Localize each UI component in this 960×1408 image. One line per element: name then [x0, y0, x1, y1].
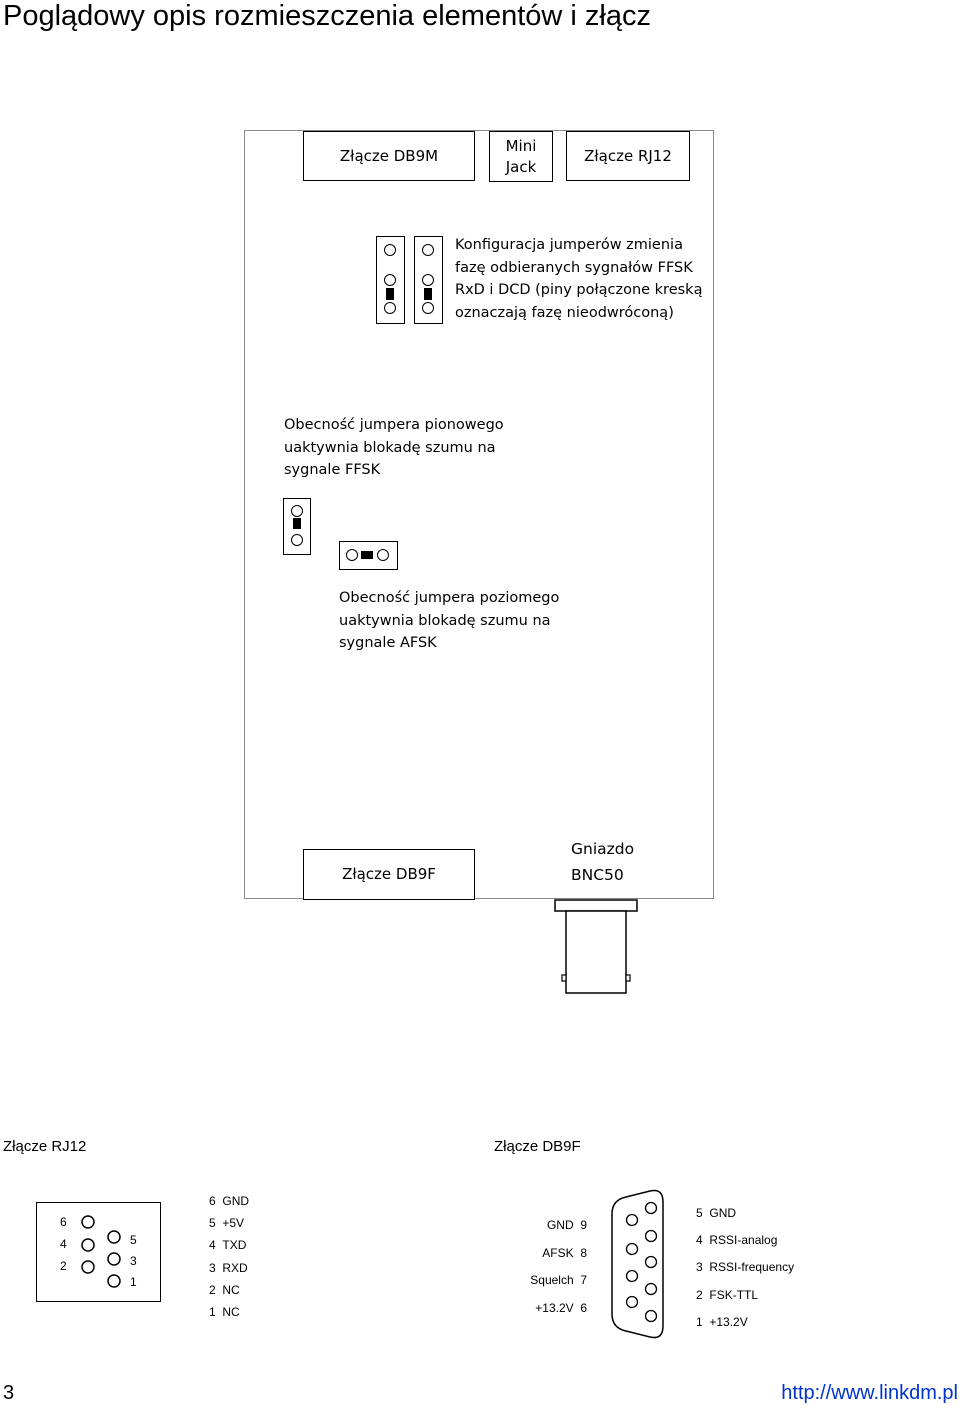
note-line: Obecność jumpera pionowego [284, 417, 504, 433]
db9f-pinout-row [696, 1309, 794, 1336]
pin-number: 9 [580, 1218, 587, 1232]
db9m-connector-label: Złącze DB9M [339, 146, 439, 165]
rj12-connector-label: Złącze RJ12 [584, 146, 672, 165]
db9f-pin-1 [646, 1311, 657, 1322]
pin-signal: +13.2V [709, 1314, 748, 1329]
pin-number: 5 [209, 1216, 216, 1231]
db9f-section-heading: Złącze DB9F [494, 1138, 581, 1155]
pin-number: 6 [209, 1194, 216, 1208]
pin-signal: +13.2V [535, 1300, 574, 1315]
rj12-pin-number: 5 [130, 1233, 137, 1247]
pin-signal: AFSK [542, 1245, 574, 1260]
website-link[interactable]: http://www.linkdm.pl [781, 1382, 958, 1404]
rj12-pin-number: 4 [60, 1237, 67, 1251]
db9f-pin-7 [627, 1271, 638, 1282]
rj12-section-heading: Złącze RJ12 [3, 1138, 87, 1155]
pin-number: 6 [580, 1300, 587, 1315]
pin-signal: NC [222, 1282, 240, 1297]
bnc-label-line2: BNC50 [571, 866, 624, 884]
db9f-pinout-row [696, 1254, 794, 1281]
db9f-pin-6 [627, 1297, 638, 1308]
note-line: sygnale AFSK [339, 635, 437, 651]
note-line: sygnale FFSK [284, 462, 381, 478]
rj12-pin-number: 6 [60, 1215, 67, 1229]
pin-number: 2 [209, 1282, 216, 1297]
pin-signal: NC [222, 1305, 240, 1320]
pin-number: 2 [696, 1287, 703, 1302]
page-title: Poglądowy opis rozmieszczenia elementów i złącz [3, 0, 651, 32]
mini-jack-label-line1: Mini [505, 136, 537, 155]
pin-signal: RSSI-frequency [709, 1260, 795, 1275]
db9f-pin-9 [627, 1215, 638, 1226]
pin-number: 4 [696, 1233, 703, 1248]
pin-signal: +5V [222, 1216, 245, 1231]
note-line: uaktywnia blokadę szumu na [284, 439, 496, 456]
pin-number: 3 [209, 1260, 216, 1275]
db9f-pin-5 [646, 1203, 657, 1214]
rj12-pin-number: 1 [130, 1275, 137, 1289]
db9f-pin-4 [646, 1231, 657, 1242]
pin-number: 5 [696, 1206, 703, 1220]
pin-number: 1 [209, 1305, 216, 1320]
db9f-pin-8 [627, 1244, 638, 1255]
pin-signal: GND [222, 1194, 250, 1208]
pin-signal: FSK-TTL [709, 1287, 759, 1302]
note-line: fazę odbieranych sygnałów FFSK [455, 259, 693, 276]
note-line: oznaczają fazę nieodwróconą) [455, 304, 674, 321]
note-line: RxD i DCD (piny połączone kreską [455, 282, 703, 298]
rj12-pin-number: 2 [60, 1259, 67, 1273]
note-line: uaktywnia blokadę szumu na [339, 612, 551, 629]
pin-number: 4 [209, 1238, 216, 1253]
pin-signal: Squelch [530, 1273, 574, 1287]
page-number: 3 [3, 1382, 15, 1404]
bnc-label-line1: Gniazdo [571, 840, 635, 858]
pin-signal: TXD [222, 1238, 247, 1253]
pin-signal: RSSI-analog [709, 1233, 778, 1248]
pin-number: 1 [696, 1314, 703, 1329]
db9f-connector-label: Złącze DB9F [342, 865, 436, 883]
pin-signal: GND [709, 1206, 737, 1220]
db9f-pin-3 [646, 1257, 657, 1268]
mini-jack-label-line2: Jack [505, 157, 537, 176]
pin-signal: RXD [222, 1260, 248, 1275]
pin-number: 7 [580, 1273, 587, 1287]
pin-number: 8 [580, 1245, 587, 1260]
db9f-pinout-row [696, 1282, 794, 1309]
pin-signal: GND [546, 1218, 574, 1232]
db9f-pinout-row [696, 1200, 794, 1227]
db9f-right-pinout [696, 1200, 794, 1336]
rj12-pin-number: 3 [130, 1254, 137, 1268]
note-line: Obecność jumpera poziomego [339, 590, 560, 606]
db9f-pinout-row [696, 1227, 794, 1254]
pin-number: 3 [696, 1260, 703, 1275]
db9f-pin-2 [646, 1284, 657, 1295]
note-line: Konfiguracja jumperów zmienia [455, 237, 683, 253]
